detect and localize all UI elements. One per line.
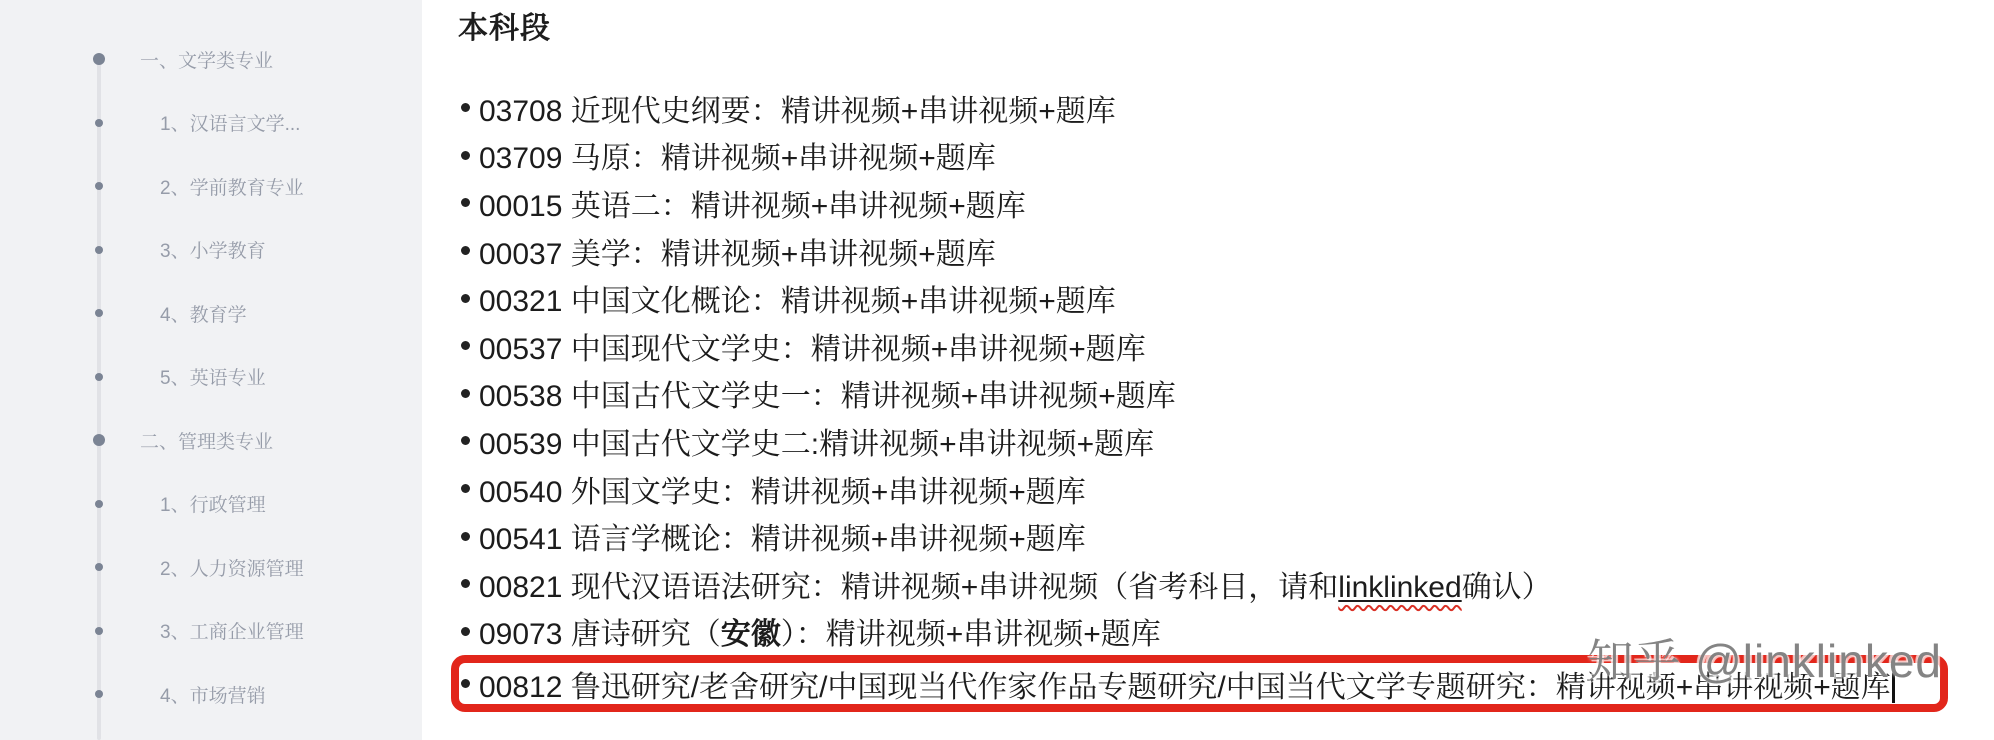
bullet-icon [461, 679, 470, 688]
text-segment: 00537 中国现代文学史：精讲视频+串讲视频+题库 [479, 332, 1146, 366]
list-item [457, 132, 1974, 180]
bullet-icon [461, 579, 470, 588]
sidebar-item[interactable] [0, 678, 422, 710]
text-segment: 00015 英语二：精讲视频+串讲视频+题库 [479, 189, 1026, 223]
bullet-icon [461, 341, 470, 350]
text-segment: 00538 中国古代文学史一：精讲视频+串讲视频+题库 [479, 380, 1176, 414]
sidebar-item[interactable] [0, 488, 422, 520]
sidebar-item-label: 2、学前教育专业 [160, 177, 304, 199]
list-item [457, 370, 1974, 418]
sidebar-item[interactable] [0, 361, 422, 393]
list-item [457, 84, 1974, 132]
bullet-icon [461, 294, 470, 303]
text-segment: 00037 美学：精讲视频+串讲视频+题库 [479, 237, 996, 271]
text-segment: 00812 鲁迅研究/老舍研究/中国现当代作家作品专题研究/中国当代文学专题研究：精讲视频+串讲视频+题库 [479, 670, 1891, 704]
timeline-dot-icon [95, 309, 103, 317]
bold-text: 安徽 [720, 618, 781, 652]
text-segment: 03708 近现代史纲要：精讲视频+串讲视频+题库 [479, 94, 1116, 128]
text-segment: ）：精讲视频+串讲视频+题库 [780, 618, 1161, 652]
text-segment: 确认） [1461, 570, 1552, 604]
text-segment: 00541 语言学概论：精讲视频+串讲视频+题库 [479, 523, 1086, 557]
timeline-dot-icon [95, 563, 103, 571]
sidebar-item-label: 4、市场营销 [160, 685, 266, 707]
bullet-icon [461, 627, 470, 636]
list-item [457, 274, 1974, 322]
timeline-dot-icon [95, 373, 103, 381]
text-segment: 03709 马原：精讲视频+串讲视频+题库 [479, 142, 996, 176]
sidebar-item[interactable] [0, 424, 422, 456]
sidebar-item[interactable] [0, 615, 422, 647]
text-segment: 00539 中国古代文学史二:精讲视频+串讲视频+题库 [479, 427, 1155, 461]
course-text [479, 371, 1176, 415]
list-item [457, 512, 1974, 560]
watermark: 知乎 @linklinked [1587, 635, 1942, 687]
sidebar-item[interactable] [0, 297, 422, 329]
text-segment: 00821 现代汉语语法研究：精讲视频+串讲视频（省考科目，请和 [479, 570, 1339, 604]
sidebar-item[interactable] [0, 551, 422, 583]
section-heading: 本科段 [458, 12, 551, 45]
sidebar-item[interactable] [0, 234, 422, 266]
timeline-dot-icon [95, 182, 103, 190]
list-item [457, 179, 1974, 227]
course-text [479, 276, 1116, 320]
course-text [479, 467, 1086, 511]
sidebar-item-label: 4、教育学 [160, 304, 247, 326]
course-text [479, 229, 996, 273]
timeline-dot-icon [95, 500, 103, 508]
bullet-icon [461, 103, 470, 112]
sidebar-item-label: 3、小学教育 [160, 241, 266, 262]
bullet-icon [461, 484, 470, 493]
course-list [457, 84, 1974, 708]
list-item [457, 322, 1974, 370]
list-item [457, 417, 1974, 465]
timeline-dot-icon [95, 119, 103, 127]
sidebar-item[interactable] [0, 107, 422, 139]
sidebar-item[interactable] [0, 43, 422, 75]
course-text [479, 324, 1146, 368]
bullet-icon [461, 151, 470, 160]
text-segment: 00540 外国文学史：精讲视频+串讲视频+题库 [479, 475, 1086, 509]
course-text [479, 86, 1116, 130]
timeline-dot-icon [93, 434, 105, 446]
sidebar-item-label: 3、工商企业管理 [160, 622, 304, 643]
sidebar-item[interactable] [0, 170, 422, 202]
course-text [479, 419, 1154, 463]
list-item [457, 465, 1974, 513]
timeline-dot-icon [95, 246, 103, 254]
course-text [479, 181, 1026, 225]
course-text [479, 514, 1086, 558]
sidebar-item-label: 5、英语专业 [160, 368, 266, 389]
timeline-dot-icon [95, 627, 103, 635]
list-item [457, 560, 1974, 608]
course-text [479, 562, 1552, 606]
bullet-icon [461, 532, 470, 541]
sidebar-item-label: 二、管理类专业 [140, 431, 274, 453]
text-segment: 00321 中国文化概论：精讲视频+串讲视频+题库 [479, 285, 1116, 319]
bullet-icon [461, 246, 470, 255]
timeline-dot-icon [95, 690, 103, 698]
text-segment: 09073 唐诗研究（ [479, 618, 721, 652]
sidebar-item-label: 一、文学类专业 [140, 50, 274, 72]
list-item [457, 227, 1974, 275]
bullet-icon [461, 436, 470, 445]
sidebar [0, 0, 422, 740]
sidebar-item-label: 1、汉语言文学... [160, 114, 301, 135]
bullet-icon [461, 389, 470, 398]
timeline-dot-icon [93, 53, 105, 65]
course-text [479, 133, 996, 177]
course-text [479, 609, 1161, 653]
linklinked-link[interactable]: linklinked [1338, 570, 1462, 604]
sidebar-item-label: 1、行政管理 [160, 495, 266, 516]
bullet-icon [461, 198, 470, 207]
sidebar-item-label: 2、人力资源管理 [160, 558, 304, 580]
